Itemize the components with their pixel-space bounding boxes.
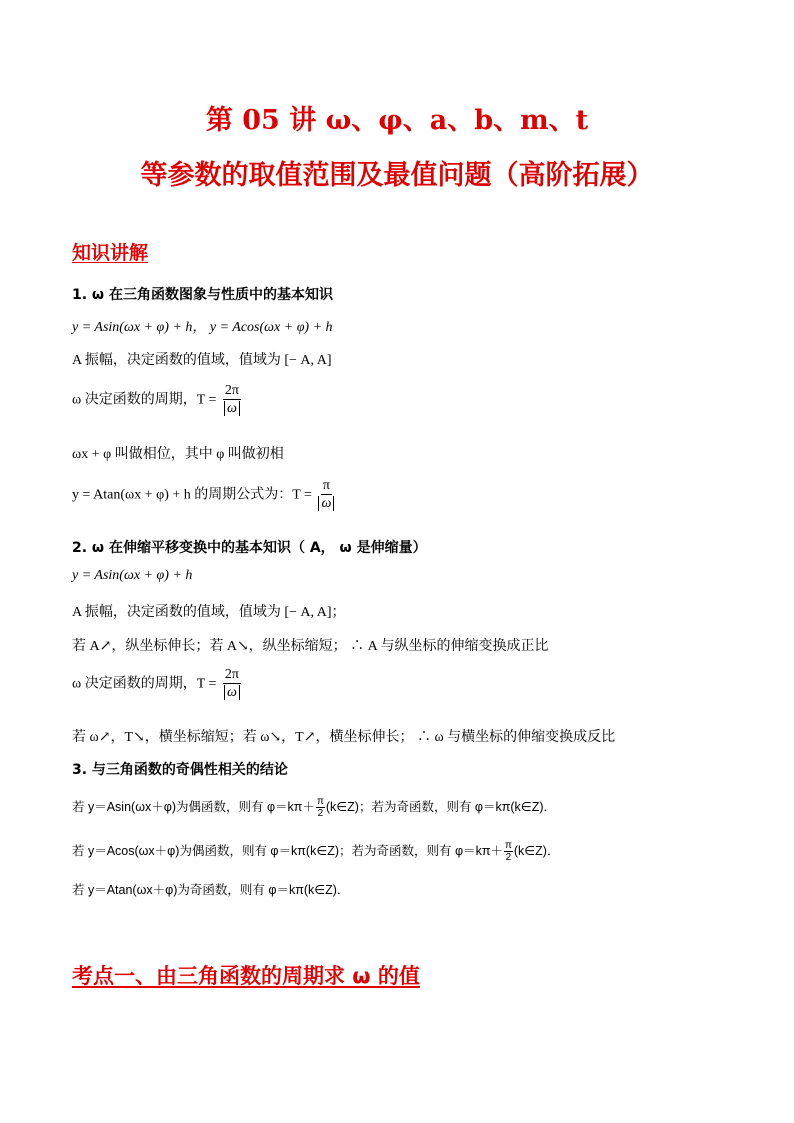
part1-amplitude: A 振幅，决定函数的值域，值域为 [− A, A]	[72, 353, 332, 368]
part1-heading: 1. ω 在三角函数图象与性质中的基本知识	[72, 287, 333, 303]
part1-tan-fraction	[318, 478, 334, 513]
part3-line3: 若 y＝Atan(ωx＋φ)为奇函数，则有 φ＝kπ(k∈Z)．	[72, 883, 350, 897]
part2-period-text: ω 决定函数的周期，T =	[72, 676, 217, 692]
fraction-numerator: π	[316, 796, 324, 807]
fraction-numerator: π	[504, 840, 512, 851]
page-subtitle: 等参数的取值范围及最值问题（高阶拓展）	[140, 160, 654, 191]
part3-line1-text-b: (k∈Z)；若为奇函数，则有 φ＝kπ(k∈Z)．	[325, 799, 556, 814]
fraction-numerator: 2π	[224, 667, 239, 682]
pi-over-2-fraction	[504, 840, 513, 863]
part1-phase: ωx + φ 叫做相位，其中 φ 叫做初相	[72, 447, 284, 462]
pi-over-2-fraction	[316, 796, 325, 819]
part3-heading: 3. 与三角函数的奇偶性相关的结论	[72, 762, 288, 778]
part1-period-text: ω 决定函数的周期，T =	[72, 392, 217, 408]
fraction-denominator: ω	[224, 685, 240, 700]
part2-formula: y = Asin(ωx + φ) + h	[72, 568, 193, 583]
part1-formula: y = Asin(ωx + φ) + h， y = Acos(ωx + φ) + h	[72, 320, 333, 335]
part2-shrink: 若 ω↗，T↘，横坐标缩短；若 ω↘，T↗，横坐标伸长； ∴ ω 与横坐标的伸缩变换成反比	[72, 730, 616, 745]
section-heading-exam-point: 考点一、由三角函数的周期求 ω 的值	[72, 964, 420, 988]
part2-period-fraction	[223, 667, 241, 702]
fraction-numerator: π	[322, 478, 330, 493]
part1-tan-text: y = Atan(ωx + φ) + h 的周期公式为：T =	[72, 487, 312, 503]
fraction-numerator: 2π	[224, 383, 239, 398]
part1-period	[72, 383, 241, 418]
part1-tan-period	[72, 478, 334, 513]
part2-stretch: 若 A↗，纵坐标伸长；若 A↘，纵坐标缩短； ∴ A 与纵坐标的伸缩变换成正比	[72, 639, 549, 654]
section-heading-knowledge: 知识讲解	[72, 242, 149, 264]
part2-period	[72, 667, 241, 702]
part3-line2	[72, 840, 559, 863]
part2-amplitude: A 振幅，决定函数的值域，值域为 [− A, A]；	[72, 605, 346, 620]
part2-heading: 2. ω 在伸缩平移变换中的基本知识（ A， ω 是伸缩量）	[72, 540, 427, 556]
page-title: 第 05 讲 ω、φ、a、b、m、t	[205, 105, 589, 136]
fraction-denominator: ω	[224, 401, 240, 416]
part3-line2-text-b: (k∈Z)．	[513, 843, 560, 858]
part3-line2-text-a: 若 y＝Acos(ωx＋φ)为偶函数，则有 φ＝kπ(k∈Z)；若为奇函数，则有 φ＝kπ＋	[72, 843, 503, 858]
fraction-denominator: 2	[505, 852, 512, 863]
fraction-denominator: ω	[318, 496, 334, 511]
part1-period-fraction	[223, 383, 241, 418]
part3-line1	[72, 796, 556, 819]
fraction-denominator: 2	[317, 808, 324, 819]
part3-line1-text-a: 若 y＝Asin(ωx＋φ)为偶函数，则有 φ＝kπ＋	[72, 799, 315, 814]
